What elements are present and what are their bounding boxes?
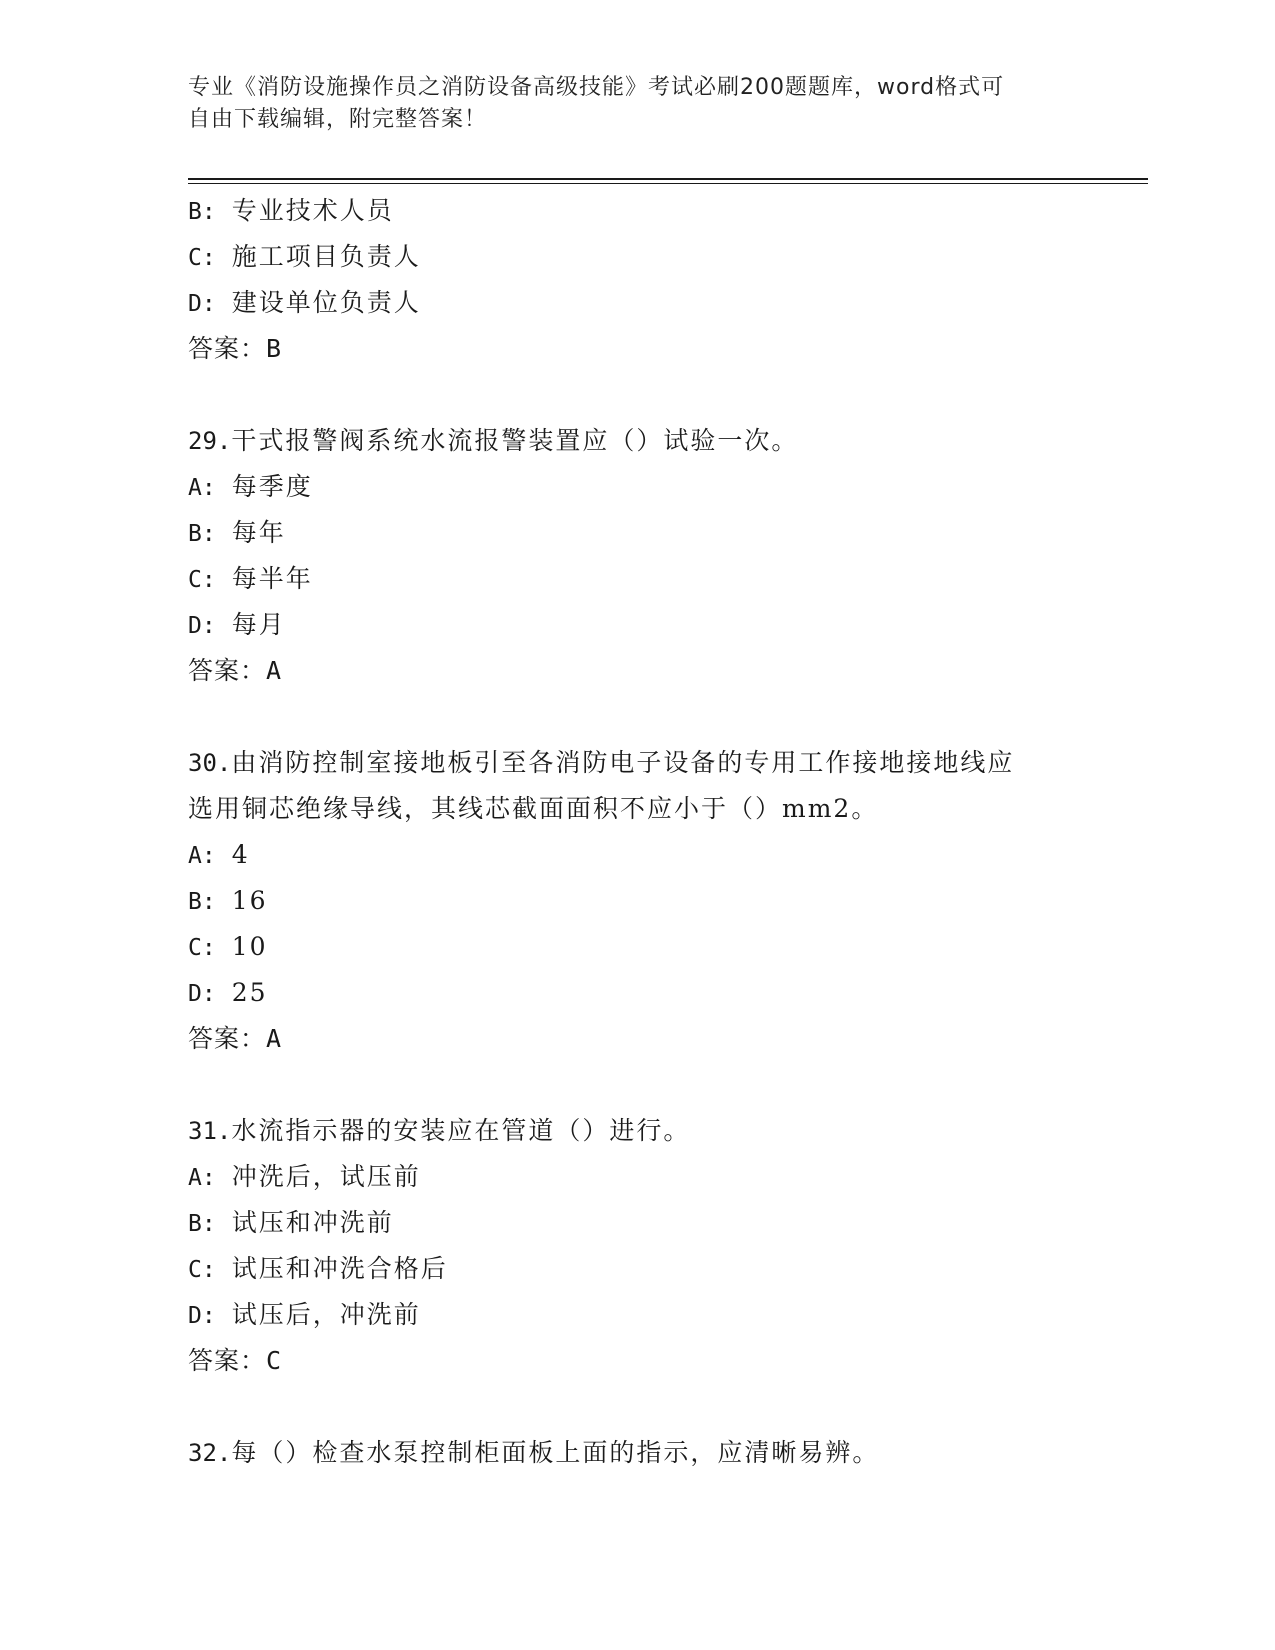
option-text: 4: [231, 840, 250, 869]
option-d: D: 每月: [188, 610, 286, 639]
option-a: A: 4: [188, 840, 250, 869]
question-text: 选用铜芯绝缘导线，其线芯截面面积不应小于（）mm2。: [188, 794, 879, 823]
option-b: B: 每年: [188, 518, 286, 547]
question-number: 31.: [188, 1117, 232, 1145]
option-text: 每年: [231, 518, 286, 547]
answer-value: A: [266, 1024, 283, 1053]
question-29: [188, 418, 1088, 694]
option-b: B: 16: [188, 886, 268, 915]
question-number: 29.: [188, 427, 232, 455]
header-divider-thin: [188, 183, 1148, 184]
option-text: 施工项目负责人: [231, 242, 421, 271]
option-d: D: 建设单位负责人: [188, 288, 421, 317]
answer-label: 答案：: [188, 656, 267, 685]
question-text: 每（）检查水泵控制柜面板上面的指示，应清晰易辨。: [231, 1438, 880, 1467]
answer: [188, 1016, 1088, 1062]
answer-value: A: [266, 656, 283, 685]
question-stem: [188, 418, 1088, 464]
question-number: 30.: [188, 749, 232, 777]
question-text: 干式报警阀系统水流报警装置应（）试验一次。: [231, 426, 799, 455]
option-text: 试压和冲洗合格后: [231, 1254, 448, 1283]
option-b: B: 试压和冲洗前: [188, 1208, 394, 1237]
answer-value: C: [266, 1346, 283, 1375]
option-a: A: 冲洗后，试压前: [188, 1162, 421, 1191]
question-30: [188, 740, 1088, 1062]
option-d: D: 试压后，冲洗前: [188, 1300, 421, 1329]
answer-value: B: [266, 334, 283, 363]
option-text: 每月: [231, 610, 286, 639]
partial-question: [188, 188, 1088, 372]
answer: [188, 1338, 1088, 1384]
question-stem: [188, 740, 1088, 786]
question-number: 32.: [188, 1439, 232, 1467]
option-text: 16: [231, 886, 268, 915]
answer-label: 答案：: [188, 1024, 267, 1053]
header-divider-thick: [188, 178, 1148, 180]
answer-label: 答案：: [188, 1346, 267, 1375]
option-c: C: 每半年: [188, 564, 313, 593]
question-stem: [188, 1108, 1088, 1154]
header-title-line-2: 自由下载编辑，附完整答案！: [188, 107, 488, 132]
question-stem: [188, 1430, 1088, 1476]
question-text: 由消防控制室接地板引至各消防电子设备的专用工作接地接地线应: [231, 748, 1015, 777]
option-text: 试压和冲洗前: [231, 1208, 394, 1237]
option-c: C: 10: [188, 932, 268, 961]
option-text: 每半年: [231, 564, 313, 593]
question-31: [188, 1108, 1088, 1384]
option-text: 每季度: [231, 472, 313, 501]
option-a: A: 每季度: [188, 472, 313, 501]
option-text: 25: [231, 978, 268, 1007]
option-text: 专业技术人员: [231, 196, 394, 225]
answer-label: 答案：: [188, 334, 267, 363]
question-stem-continued: [188, 786, 1088, 832]
answer: [188, 326, 1088, 372]
option-c: C: 试压和冲洗合格后: [188, 1254, 448, 1283]
answer: [188, 648, 1088, 694]
question-text: 水流指示器的安装应在管道（）进行。: [231, 1116, 691, 1145]
option-d: D: 25: [188, 978, 268, 1007]
header-title-line-1: 专业《消防设施操作员之消防设备高级技能》考试必刷200题题库，word格式可: [188, 75, 1005, 100]
question-list: [188, 188, 1088, 1476]
option-text: 试压后，冲洗前: [231, 1300, 421, 1329]
option-text: 冲洗后，试压前: [231, 1162, 421, 1191]
option-b: B: 专业技术人员: [188, 196, 394, 225]
option-c: C: 施工项目负责人: [188, 242, 421, 271]
option-text: 建设单位负责人: [231, 288, 421, 317]
option-text: 10: [231, 932, 268, 961]
document-header: [188, 72, 1068, 136]
question-32: [188, 1430, 1088, 1476]
